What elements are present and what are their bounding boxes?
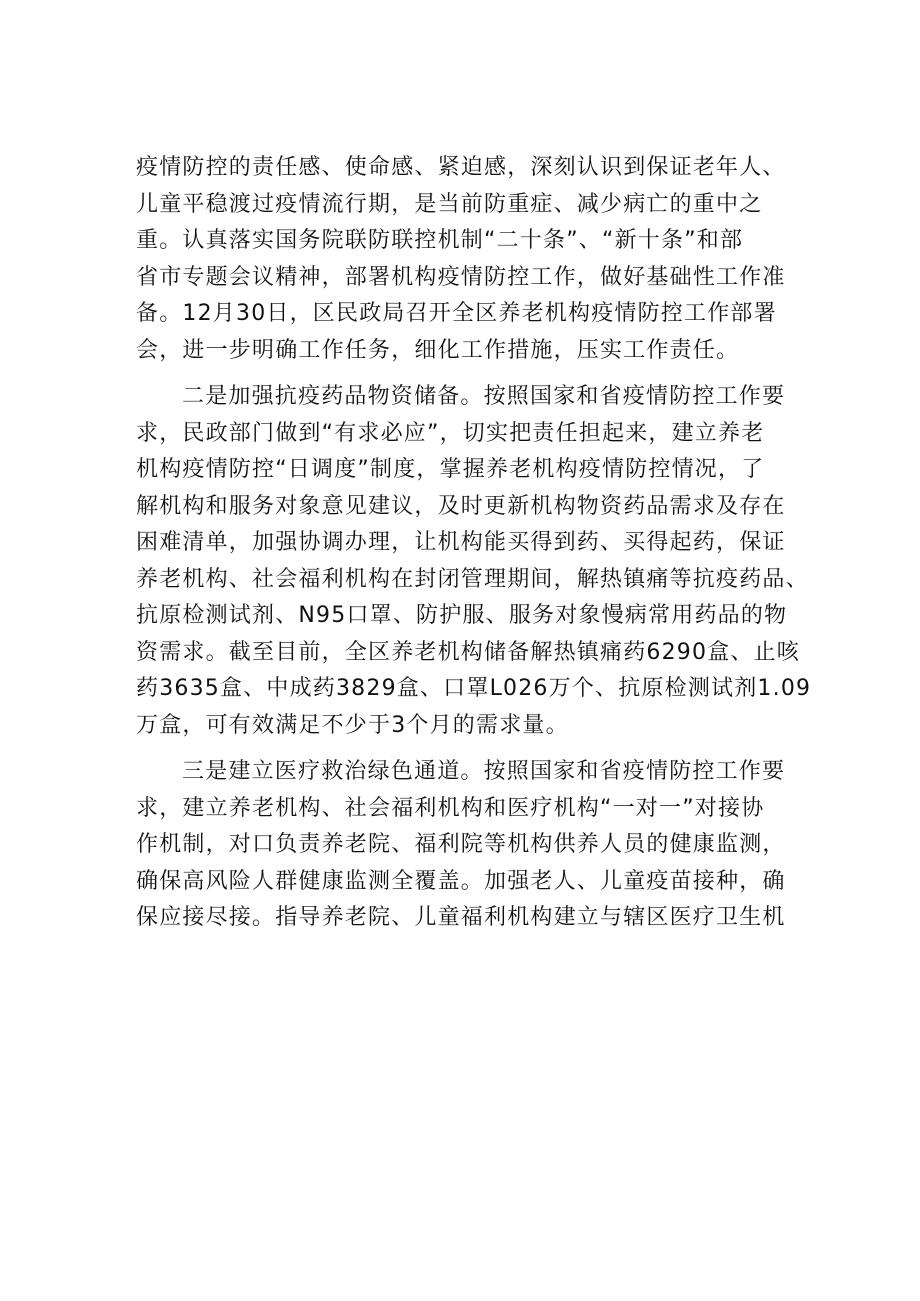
text-line: 求，建立养老机构、社会福利机构和医疗机构“一对一”对接协 — [136, 795, 765, 821]
text-line: 重。认真落实国务院联防联控机制“二十条”、“新十条”和部 — [136, 228, 744, 253]
text-line: 解机构和服务对象意见建议，及时更新机构物资药品需求及存在 — [136, 493, 786, 519]
text-line: 确保高风险人群健康监测全覆盖。加强老人、儿童疫苗接种，确 — [136, 868, 786, 894]
document-body — [136, 150, 812, 947]
text-line: 养老机构、社会福利机构在封闭管理期间，解热镇痛等抗疫药品、 — [136, 566, 809, 592]
paragraph-medicine-reserve — [136, 379, 812, 744]
text-line: 求，民政部门做到“有求必应”，切实把责任担起来，建立养老 — [136, 420, 765, 446]
text-line: 资需求。截至目前，全区养老机构储备解热镇痛药6290盒、止咳 — [136, 639, 800, 665]
text-line: 保应接尽接。指导养老院、儿童福利机构建立与辖区医疗卫生机 — [136, 905, 786, 930]
text-line: 药3635盒、中成药3829盒、口罩L026万个、抗原检测试剂1.09 — [136, 676, 812, 701]
text-line: 机构疫情防控“日调度”制度，掌握养老机构疫情防控情况，了 — [136, 457, 765, 482]
text-line: 二是加强抗疫药品物资储备。按照国家和省疫情防控工作要 — [182, 384, 786, 409]
text-line: 困难清单，加强协调办理，让机构能买得到药、买得起药，保证 — [136, 530, 786, 555]
text-line: 会，进一步明确工作任务，细化工作措施，压实工作责任。 — [136, 337, 740, 363]
text-line: 疫情防控的责任感、使命感、紧迫感，深刻认识到保证老年人、 — [136, 155, 786, 180]
paragraph-medical-green-channel — [136, 754, 796, 937]
paragraph-continued — [136, 150, 796, 369]
text-line: 抗原检测试剂、N95口罩、防护服、服务对象慢病常用药品的物 — [136, 603, 788, 628]
text-line: 三是建立医疗救治绿色通道。按照国家和省疫情防控工作要 — [182, 759, 786, 784]
text-line: 作机制，对口负责养老院、福利院等机构供养人员的健康监测， — [136, 832, 786, 857]
text-line: 备。12月30日，区民政局召开全区养老机构疫情防控工作部署 — [136, 301, 777, 326]
text-line: 儿童平稳渡过疫情流行期，是当前防重症、减少病亡的重中之 — [136, 191, 763, 217]
text-line: 省市专题会议精神，部署机构疫情防控工作，做好基础性工作准 — [136, 264, 786, 290]
text-line: 万盒，可有效满足不少于3个月的需求量。 — [136, 712, 569, 738]
